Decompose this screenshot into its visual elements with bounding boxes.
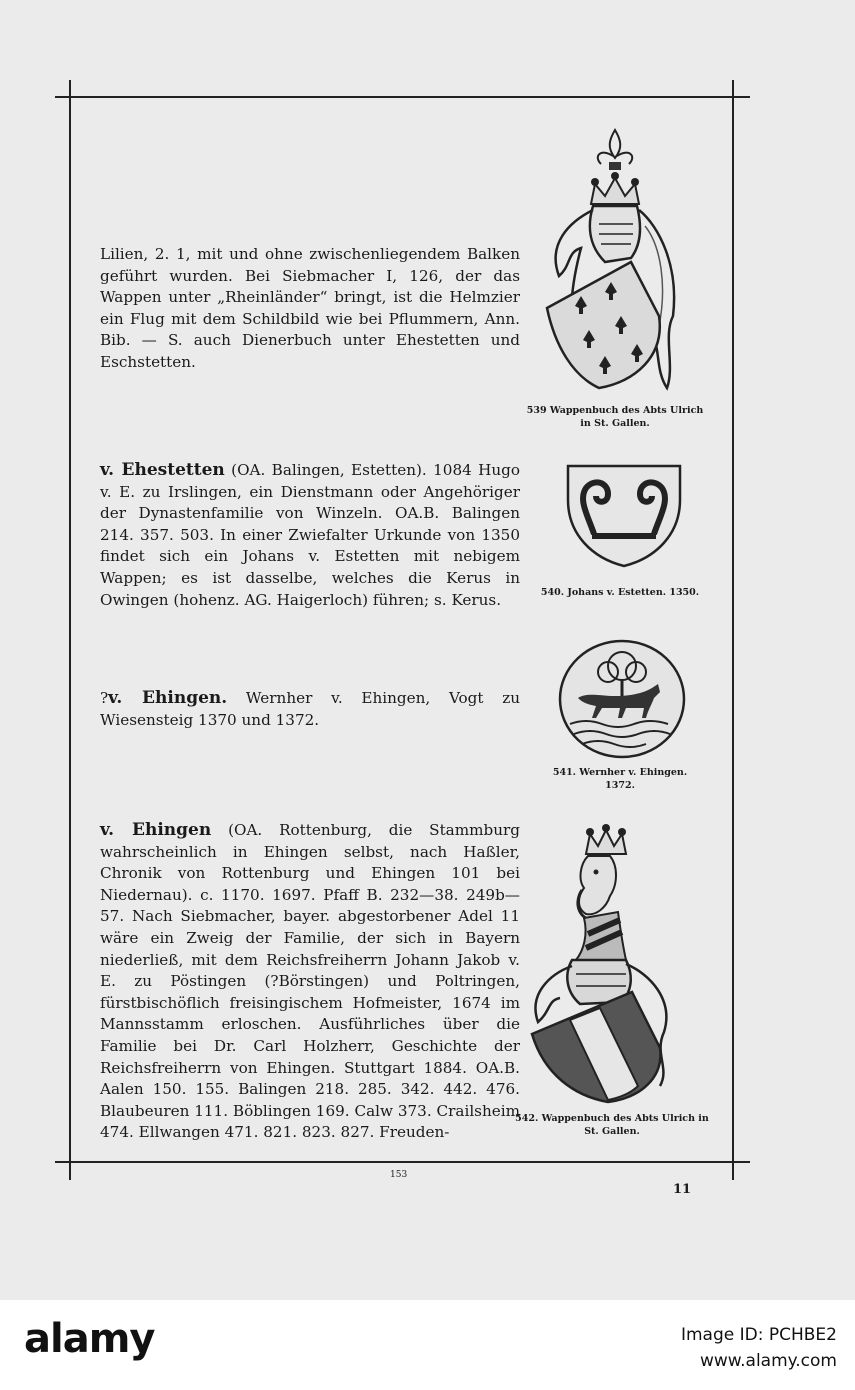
entry-ehingen-rottenburg — [100, 820, 520, 1144]
plate-number: 11 — [673, 1182, 692, 1197]
entry-heading: v. Ehestetten — [100, 460, 225, 480]
caption-line: 540. Johans v. Estetten. 1350. — [540, 587, 700, 598]
entry-ehestetten — [100, 460, 520, 611]
helmet-crest-lilies-icon — [535, 126, 695, 406]
top-rule — [55, 96, 750, 98]
left-rule — [69, 80, 71, 1180]
page-number: 153 — [390, 1170, 408, 1180]
entry-text: (OA. Rottenburg, die Stammburg wahrscheinlich in Ehingen selbst, nach Haßler, Chronik von Rottenburg und Ehingen 101 bei Niedernau). c. 1170. 1697. Pfaff B. 232—38. 249b—57. Nach Siebmacher, bayer. abgestorbener Adel 11 wäre ein Zweig der Familie, der sich in Bayern niederließ, mit dem Reichsfreiherrn Johann Jakob v. E. zu Pöstingen (?Börstingen) und Poltringen, fürstbischöflich freisingischem Hofmeister, 1674 im Mannsstamm erloschen. Ausführliches über die Familie bei Dr. Carl Holzherr, Geschichte der Reichsfreiherrn von Ehingen. Stuttgart 1884. OA.B. Aalen 150. 155. Balingen 218. 285. 342. 442. 476. Blaubeuren 111. Böblingen 169. Calw 373. Crailsheim 474. Ellwangen 471. 821. 823. 827. Freuden- — [100, 821, 521, 1142]
figure-541-caption — [530, 766, 710, 792]
shield-scrolls-icon — [564, 460, 684, 570]
caption-line: in St. Gallen. — [580, 418, 650, 429]
figure-542-caption — [502, 1112, 722, 1138]
caption-line: 1372. — [605, 780, 635, 791]
stock-id-text: Image ID: PCHBE2 — [680, 1325, 837, 1345]
caption-line: 541. Wernher v. Ehingen. — [552, 767, 688, 778]
entry-heading: v. Ehingen — [100, 820, 212, 840]
figure-539-caption — [515, 404, 715, 430]
right-rule — [732, 80, 734, 1180]
stock-id — [681, 1322, 837, 1374]
caption-line: 539 Wappenbuch des Abts Ulrich — [526, 405, 704, 416]
entry-prefix: ? — [100, 689, 109, 707]
section-1-text: Lilien, 2. 1, mit und ohne zwischenliegendem Balken geführt wurden. Bei Siebmacher I, 126, der das Wappen unter „Rheinländer“ bringt, ist die Helmzier ein Flug mit dem Schildbild wie bei Pflummern, Ann. Bib. — S. auch Dienerbuch unter Ehestetten und Eschstetten. — [100, 245, 520, 371]
stock-url: www.alamy.com — [699, 1351, 837, 1371]
alamy-logo: alamy — [24, 1316, 155, 1362]
caption-line: St. Gallen. — [584, 1126, 640, 1137]
caption-line: 542. Wappenbuch des Abts Ulrich in — [515, 1113, 709, 1124]
round-seal-wolf-tree-icon — [556, 638, 688, 760]
section-continuation — [100, 244, 520, 374]
helmet-crest-bend-icon — [514, 824, 684, 1104]
entry-ehingen-vogt — [100, 688, 520, 731]
entry-text: (OA. Balingen, Estetten). 1084 Hugo v. E. zu Irslingen, ein Dienstmann oder Angehöriger der Dynastenfamilie von Winzeln. OA.B. Balingen 214. 357. 503. In einer Zwiefalter Urkunde von 1350 findet sich ein Johans v. Estetten mit nebigem Wappen; es ist dasselbe, welches die Kerus in Owingen (hohenz. AG. Haigerloch) führen; s. Kerus. — [100, 461, 521, 609]
entry-heading: v. Ehingen. — [108, 688, 228, 708]
figure-540-caption — [530, 586, 710, 599]
bottom-rule — [55, 1161, 750, 1163]
entry-text: Wernher v. Ehingen, Vogt zu Wiesensteig 1370 und 1372. — [100, 689, 521, 729]
